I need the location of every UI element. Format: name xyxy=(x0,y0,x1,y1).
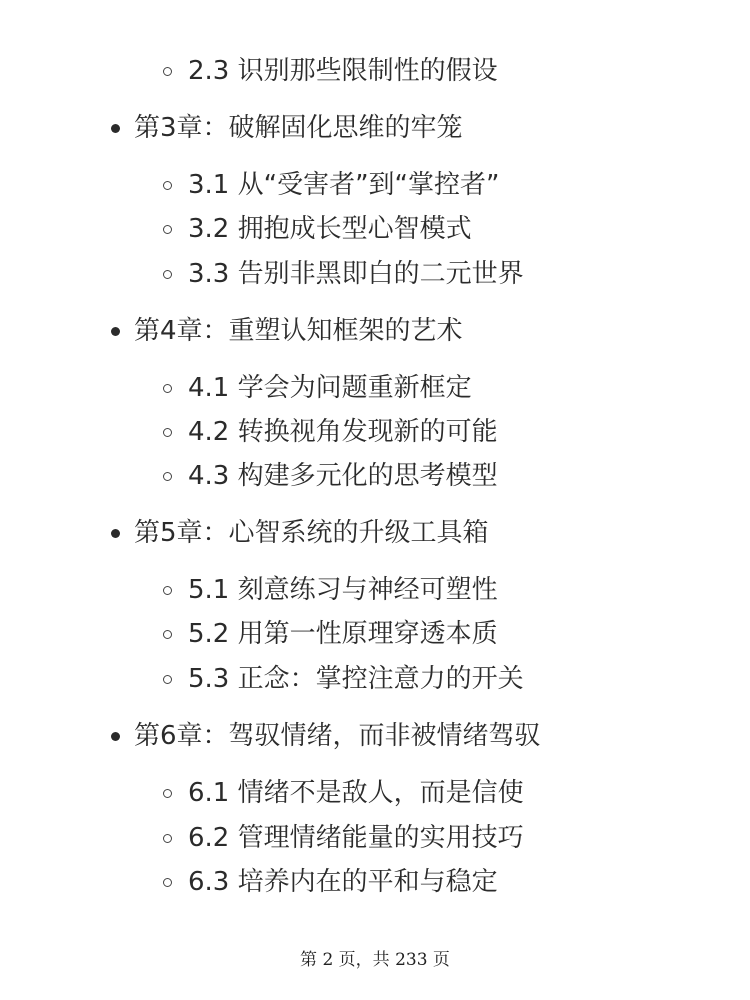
hollow-bullet-icon xyxy=(163,384,172,393)
toc-chapter-6[interactable]: 第6章：驾驭情绪，而非被情绪驾驭 xyxy=(134,721,541,751)
hollow-bullet-icon xyxy=(163,67,172,76)
toc-section-3-2[interactable]: 3.2 拥抱成长型心智模式 xyxy=(188,214,472,244)
filled-bullet-icon xyxy=(111,327,120,336)
toc-section-6-1[interactable]: 6.1 情绪不是敌人，而是信使 xyxy=(188,778,524,808)
filled-bullet-icon xyxy=(111,529,120,538)
toc-section-6-2[interactable]: 6.2 管理情绪能量的实用技巧 xyxy=(188,823,524,853)
toc-section-3-1[interactable]: 3.1 从“受害者”到“掌控者” xyxy=(188,170,500,200)
filled-bullet-icon xyxy=(111,732,120,741)
toc-chapter-3[interactable]: 第3章：破解固化思维的牢笼 xyxy=(134,113,463,143)
page-number-footer: 第 2 页，共 233 页 xyxy=(300,950,450,970)
toc-chapter-5[interactable]: 第5章：心智系统的升级工具箱 xyxy=(134,518,489,548)
hollow-bullet-icon xyxy=(163,428,172,437)
hollow-bullet-icon xyxy=(163,630,172,639)
filled-bullet-icon xyxy=(111,124,120,133)
hollow-bullet-icon xyxy=(163,834,172,843)
toc-section-4-3[interactable]: 4.3 构建多元化的思考模型 xyxy=(188,461,498,491)
toc-chapter-4[interactable]: 第4章：重塑认知框架的艺术 xyxy=(134,316,463,346)
toc-section-5-1[interactable]: 5.1 刻意练习与神经可塑性 xyxy=(188,575,498,605)
toc-section-5-2[interactable]: 5.2 用第一性原理穿透本质 xyxy=(188,619,498,649)
hollow-bullet-icon xyxy=(163,878,172,887)
toc-section-4-2[interactable]: 4.2 转换视角发现新的可能 xyxy=(188,417,498,447)
hollow-bullet-icon xyxy=(163,472,172,481)
hollow-bullet-icon xyxy=(163,789,172,798)
toc-section-3-3[interactable]: 3.3 告别非黑即白的二元世界 xyxy=(188,259,524,289)
toc-section-2-3[interactable]: 2.3 识别那些限制性的假设 xyxy=(188,56,498,86)
toc-section-4-1[interactable]: 4.1 学会为问题重新框定 xyxy=(188,373,472,403)
toc-section-6-3[interactable]: 6.3 培养内在的平和与稳定 xyxy=(188,867,498,897)
toc-section-5-3[interactable]: 5.3 正念：掌控注意力的开关 xyxy=(188,664,524,694)
hollow-bullet-icon xyxy=(163,675,172,684)
hollow-bullet-icon xyxy=(163,181,172,190)
hollow-bullet-icon xyxy=(163,586,172,595)
hollow-bullet-icon xyxy=(163,270,172,279)
hollow-bullet-icon xyxy=(163,225,172,234)
